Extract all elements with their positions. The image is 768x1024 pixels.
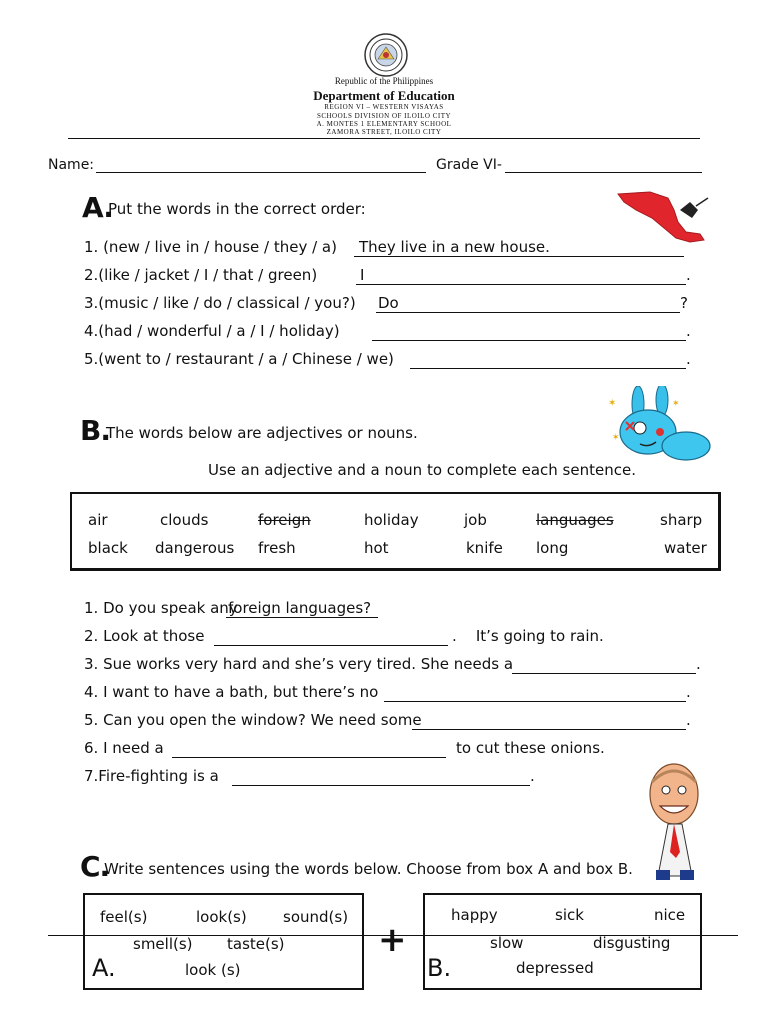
street-text: ZAMORA STREET, ILOILO CITY — [326, 128, 442, 136]
section-c-title: Write sentences using the words below. Choose from box A and box B. — [104, 860, 633, 878]
a-answer-line-3[interactable] — [376, 294, 680, 313]
section-b-letter: B. — [80, 414, 110, 447]
deped-seal — [364, 33, 408, 77]
svg-text:✶: ✶ — [612, 433, 620, 443]
b-blank-6[interactable] — [172, 739, 446, 758]
header-divider — [68, 138, 700, 139]
b-after-3: . — [696, 655, 701, 673]
section-a-title: Put the words in the correct order: — [108, 200, 366, 218]
word-dangerous: dangerous — [155, 539, 235, 557]
box-a-label: A. — [92, 954, 116, 982]
mexico-map-image — [616, 188, 712, 244]
name-field[interactable] — [96, 158, 426, 173]
word-holiday: holiday — [364, 511, 419, 529]
word-job: job — [464, 511, 487, 529]
box-a-sounds: sound(s) — [283, 908, 349, 926]
b-fill-1: foreign languages? — [228, 599, 372, 617]
word-long: long — [536, 539, 569, 557]
a-question-1: 1. (new / live in / house / they / a) — [84, 238, 337, 256]
section-b-title: The words below are adjectives or nouns. — [106, 424, 418, 442]
b-sentence-5: 5. Can you open the window? We need some — [84, 711, 422, 729]
b-sentence-7: 7.Fire-fighting is a — [84, 767, 219, 785]
word-knife: knife — [466, 539, 503, 557]
a-question-4: 4.(had / wonderful / a / I / holiday) — [84, 322, 340, 340]
box-b-happy: happy — [451, 906, 498, 924]
a-answer-line-4[interactable] — [372, 322, 686, 341]
word-fresh: fresh — [258, 539, 296, 557]
grade-field[interactable] — [505, 158, 702, 173]
b-after-2: . It’s going to rain. — [452, 627, 604, 645]
svg-text:✶: ✶ — [608, 398, 617, 409]
word-languages: languages — [536, 511, 614, 529]
a-question-5: 5.(went to / restaurant / a / Chinese / we) — [84, 350, 394, 368]
section-a-letter: A. — [82, 191, 113, 224]
word-sharp: sharp — [660, 511, 703, 529]
b-blank-5[interactable] — [412, 711, 686, 730]
box-b-disgusting: disgusting — [593, 934, 671, 952]
grade-label: Grade VI- — [436, 157, 502, 173]
plus-sign: + — [378, 920, 407, 960]
a-answer-1: They live in a new house. — [359, 238, 550, 256]
box-a-looks: look(s) — [196, 908, 247, 926]
box-a-feels: feel(s) — [100, 908, 148, 926]
cartoon-man-image — [640, 760, 712, 884]
word-water: water — [664, 539, 707, 557]
republic-text: Republic of the Philippines — [334, 76, 434, 86]
word-foreign: foreign — [258, 511, 311, 529]
region-text: REGION VI – WESTERN VISAYAS — [324, 103, 444, 111]
a-answer-2: I — [360, 266, 365, 284]
a-question-3: 3.(music / like / do / classical / you?) — [84, 294, 356, 312]
b-after-6: to cut these onions. — [456, 739, 605, 757]
b-sentence-1: 1. Do you speak any — [84, 599, 238, 617]
section-b-instruction: Use an adjective and a noun to complete each sentence. — [208, 461, 636, 479]
word-air: air — [88, 511, 108, 529]
box-b-depressed: depressed — [516, 959, 594, 977]
department-title: Department of Education — [313, 88, 455, 103]
b-sentence-3: 3. Sue works very hard and she’s very tired. She needs a — [84, 655, 514, 673]
a-question-2: 2.(like / jacket / I / that / green) — [84, 266, 318, 284]
b-after-7: . — [530, 767, 535, 785]
b-blank-2[interactable] — [214, 627, 448, 646]
a-end-5: . — [686, 350, 691, 368]
a-answer-line-2[interactable] — [356, 266, 686, 285]
word-box — [70, 492, 721, 571]
b-sentence-2: 2. Look at those — [84, 627, 205, 645]
b-blank-4[interactable] — [384, 683, 686, 702]
b-blank-7[interactable] — [232, 767, 530, 786]
a-answer-line-5[interactable] — [410, 350, 686, 369]
name-label: Name: — [48, 157, 95, 173]
box-b-nice: nice — [654, 906, 686, 924]
word-black: black — [88, 539, 128, 557]
bunny-cartoon-image — [604, 386, 718, 470]
a-end-4: . — [686, 322, 691, 340]
b-after-4: . — [686, 683, 691, 701]
b-sentence-6: 6. I need a — [84, 739, 164, 757]
word-hot: hot — [364, 539, 389, 557]
box-b-sick: sick — [555, 906, 584, 924]
a-answer-3: Do — [378, 294, 399, 312]
box-b-slow: slow — [490, 934, 524, 952]
b-after-5: . — [686, 711, 691, 729]
box-a-smells: smell(s) — [133, 935, 193, 953]
division-text: SCHOOLS DIVISION OF ILOILO CITY — [316, 112, 452, 120]
svg-text:✶: ✶ — [672, 399, 680, 409]
word-clouds: clouds — [160, 511, 209, 529]
section-c-letter: C. — [80, 850, 110, 883]
b-sentence-4: 4. I want to have a bath, but there’s no — [84, 683, 379, 701]
school-text: A. MONTES 1 ELEMENTARY SCHOOL — [316, 120, 452, 128]
box-a-tastes: taste(s) — [227, 935, 285, 953]
box-a-look-s: look (s) — [185, 961, 241, 979]
box-b-label: B. — [427, 954, 452, 982]
b-blank-3[interactable] — [512, 655, 696, 674]
a-end-3: ? — [680, 294, 688, 312]
a-end-2: . — [686, 266, 691, 284]
